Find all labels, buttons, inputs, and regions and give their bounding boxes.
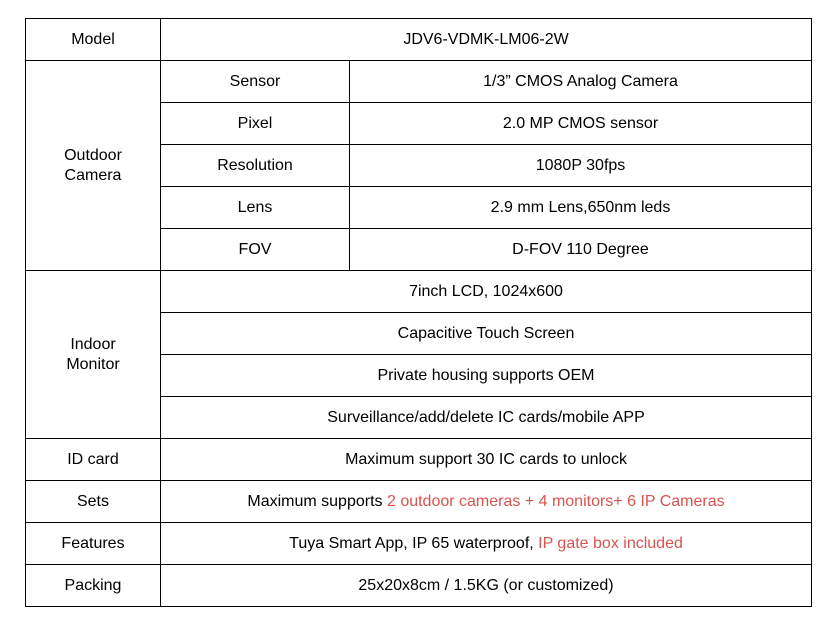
indoor-touch-value: Capacitive Touch Screen (161, 313, 812, 355)
row-id-card (26, 439, 812, 481)
lens-key: Lens (161, 187, 350, 229)
sensor-value: 1/3” CMOS Analog Camera (350, 61, 812, 103)
indoor-housing-value: Private housing supports OEM (161, 355, 812, 397)
pixel-value: 2.0 MP CMOS sensor (350, 103, 812, 145)
indoor-lcd-value: 7inch LCD, 1024x600 (161, 271, 812, 313)
id-card-label: ID card (26, 439, 161, 481)
indoor-label-line2: Monitor (66, 355, 120, 373)
model-label: Model (26, 19, 161, 61)
sets-value (161, 481, 812, 523)
fov-value: D-FOV 110 Degree (350, 229, 812, 271)
features-label: Features (26, 523, 161, 565)
indoor-surveillance-value: Surveillance/add/delete IC cards/mobile APP (161, 397, 812, 439)
indoor-monitor-label (26, 271, 161, 439)
model-value: JDV6-VDMK-LM06-2W (161, 19, 812, 61)
outdoor-camera-label (26, 61, 161, 271)
row-model (26, 19, 812, 61)
features-value-plain: Tuya Smart App, IP 65 waterproof, (289, 534, 539, 552)
row-sets (26, 481, 812, 523)
sets-value-highlight: 2 outdoor cameras + 4 monitors+ 6 IP Cameras (386, 492, 725, 510)
features-value-highlight: IP gate box included (538, 534, 683, 552)
fov-key: FOV (161, 229, 350, 271)
sensor-key: Sensor (161, 61, 350, 103)
row-packing (26, 565, 812, 607)
row-outdoor-sensor (26, 61, 812, 103)
id-card-value: Maximum support 30 IC cards to unlock (161, 439, 812, 481)
row-features (26, 523, 812, 565)
outdoor-label-line2: Camera (64, 166, 122, 184)
indoor-label-line1: Indoor (70, 335, 116, 353)
lens-value: 2.9 mm Lens,650nm leds (350, 187, 812, 229)
packing-value: 25x20x8cm / 1.5KG (or customized) (161, 565, 812, 607)
spec-table (25, 18, 812, 607)
pixel-key: Pixel (161, 103, 350, 145)
packing-label: Packing (26, 565, 161, 607)
row-indoor-lcd (26, 271, 812, 313)
resolution-value: 1080P 30fps (350, 145, 812, 187)
features-value (161, 523, 812, 565)
resolution-key: Resolution (161, 145, 350, 187)
outdoor-label-line1: Outdoor (64, 146, 122, 164)
sets-label: Sets (26, 481, 161, 523)
sets-value-plain: Maximum supports (247, 492, 387, 510)
